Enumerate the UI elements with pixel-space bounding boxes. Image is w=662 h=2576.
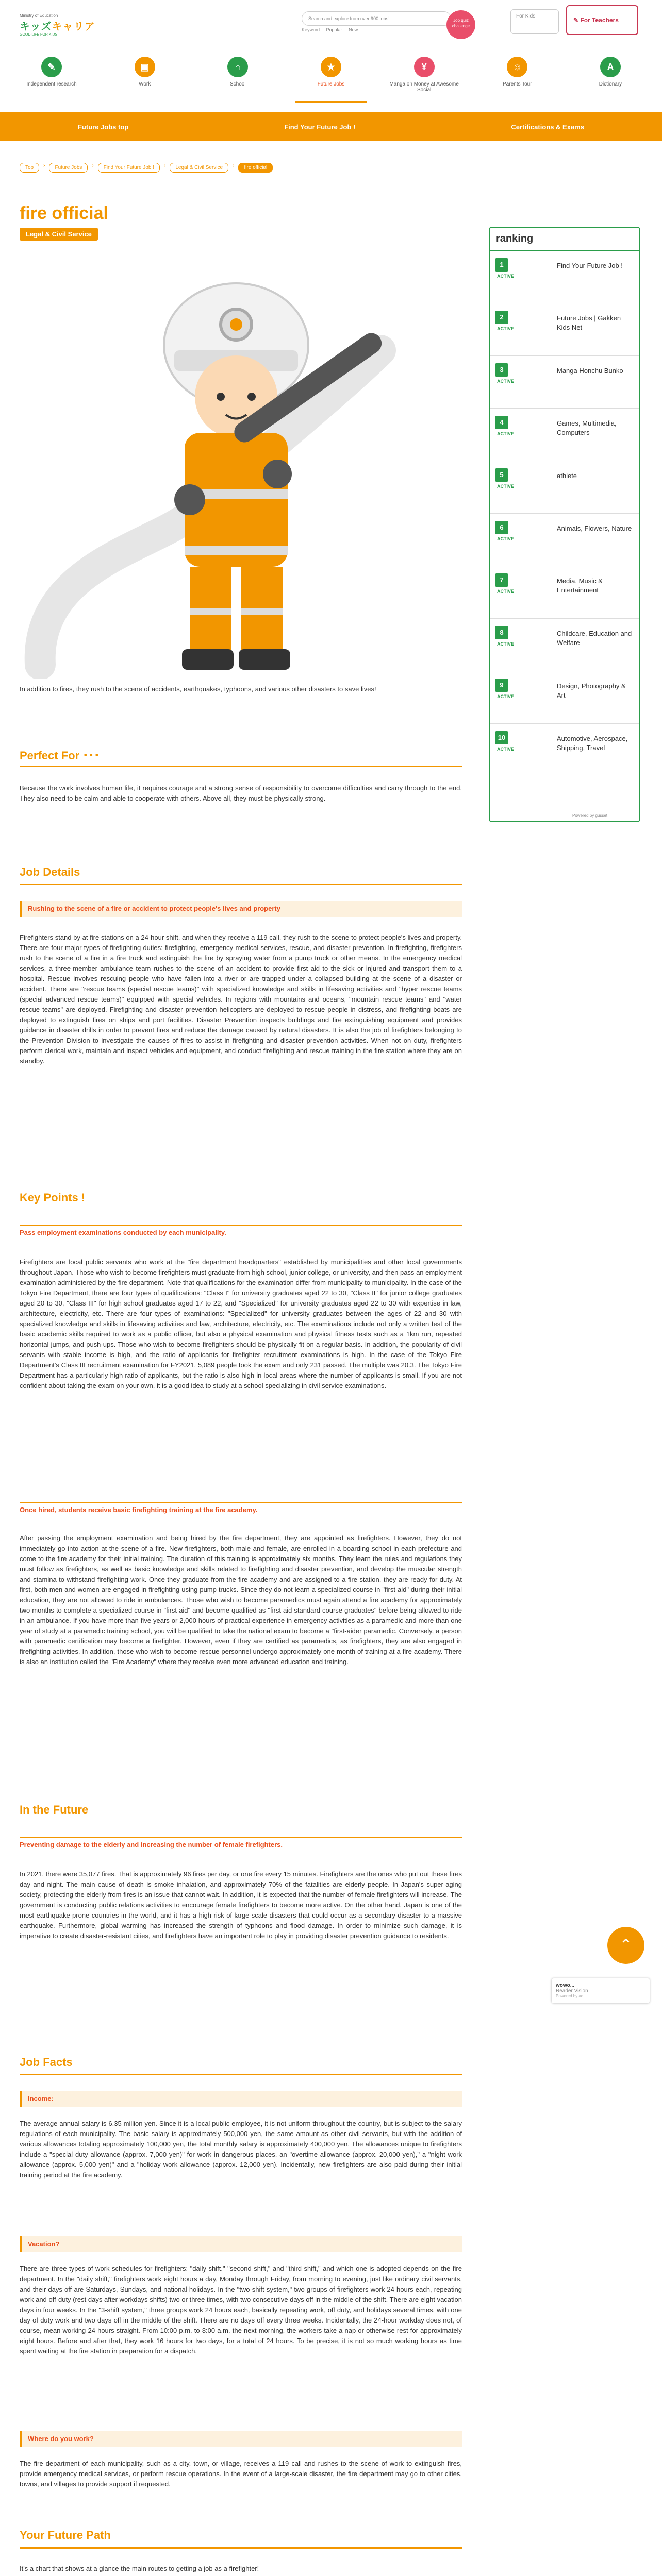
details-heading: Job Details [20, 866, 80, 878]
book-icon: ✎ [41, 57, 62, 77]
nav-item-research[interactable]: ✎ Independent research [15, 52, 88, 103]
star-icon: ★ [321, 57, 341, 77]
active-icon: ACTIVE [497, 484, 515, 489]
divider [20, 884, 462, 885]
band-link-cert[interactable]: Certifications & Exams [511, 123, 584, 131]
details-text: Firefighters stand by at fire stations on a 24-hour shift, and when they receive a 119 call, they rush to the scene to protect people's lives and property. There are four major types of firefighting duties: firefighting, emergency medical services, rescue, and disaster prevention. In firefighting, firefighters rush to the scene of a fire in a fire truck and extinguish the fire by spraying water from a pump truck or other means. In the emergency medical services, a three-member ambulance team rushes to the scene of an accident to provide first aid to the sick or injured and transport them to a hospital. Rescue involves rescuing people who have fallen into a river or are trapped under a collapsed building at the scene of a disaster or accident. There are "rescue teams (special rescue teams)" with specialized knowledge and skills in lifesaving activities and "hyper rescue teams (special advanced rescue teams)" equipped with special vehicles. In regions with mountains and oceans, "mountain rescue teams" and "water rescue teams" are deployed. Firefighting and disaster prevention helicopters are deployed to rescue people in distress, and firefighting boats are deployed to extinguish fires on ships and port facilities. Disaster Prevention inspects buildings and fire extinguishing equipment and provides guidance in disaster drills in order to prevent fires and reduce the damage caused by natural disasters. It is also the job of firefighters belonging to the Prevention Division to investigate the causes of fires to assist in firefighting and disaster prevention activities. When not on duty, firefighters perform clerical work, maintain and inspect vehicles and equipment, and conduct firefighting and rescue training in the fire station where they are on standby. [20, 934, 462, 1065]
band-link-top[interactable]: Future Jobs top [77, 123, 129, 131]
manga-icon: ¥ [414, 57, 435, 77]
ranking-item[interactable]: 1 ACTIVE Find Your Future Job ! [490, 251, 639, 303]
ranking-item[interactable]: 7 ACTIVE Media, Music & Entertainment [490, 566, 639, 619]
search-tags [302, 27, 363, 32]
points-note-1: Pass employment examinations conducted by each municipality. [20, 1225, 462, 1240]
ranking-item[interactable]: 10 ACTIVE Automotive, Aerospace, Shipping, Travel [490, 724, 639, 776]
breadcrumb-item[interactable]: Top [20, 163, 39, 173]
divider [20, 2547, 462, 2549]
quiz-badge[interactable]: Job quiz challenge [446, 10, 475, 39]
ranking-item[interactable]: 2 ACTIVE Future Jobs | Gakken Kids Net [490, 303, 639, 356]
ranking-title: ranking [490, 228, 639, 251]
active-icon: ACTIVE [497, 536, 515, 541]
firefighter-illustration [20, 258, 442, 679]
ranking-sidebar [489, 227, 640, 822]
divider [20, 766, 462, 767]
points-text-1: Firefighters are local public servants who work at the "fire department headquarters" established by municipalities and other local governments throughout Japan. Those who wish to become firefighters must graduate from high school, junior college, or university, and then pass an employment examination administered by the fire department. Note that qualifications for the examination differ from municipality to municipality. In the case of the Tokyo Fire Department, there are four types of qualifications: "Class I" for university graduates aged 22 to 30, "Class II" for junior college graduates aged 20 to 30, "Class III" for high school graduates aged 17 to 22, and "Specialized" for university graduates aged 22 to 30 with expertise in law, architecture, electricity, etc. There are four types of examinations: "Specialized" for university graduates between the ages of 22 and 30 with specialized knowledge and skills in lifesaving activities and law, architecture, electricity, etc. The examinations include not only a written test of the basic academic skills required to work as a public officer, but also a physical examination and physical fitness tests such as a 1km run, repeated horizontal jumps, and push-ups. Those who wish to become firefighters should be physically fit on a regular basis. In addition, the popularity of civil servants with stable income is high, and the ratio of applicants for firefighter recruitment examinations is high. In the case of the Tokyo Fire Department's Class III recruitment examination for FY2021, 5,089 people took the exam and only 231 passed. The multiple was 20.3. The Tokyo Fire Department has a particularly high ratio of applicants, but the ratio is also high in local areas where the number of applicants is small. If you are not confident about taking the exam on your own, it is a good idea to study at a school specializing in civil service examinations. [20, 1258, 462, 1389]
facts-heading: Job Facts [20, 2056, 73, 2069]
points-text-2: After passing the employment examination and being hired by the fire department, they are appointed as firefighters. However, they do not immediately go into action at the scene of a fire. New firefighters, both male and female, are enrolled in a boarding school in each prefecture and come to the fire academy for their initial training. The duration of this training is approximately six months. They learn the rules and regulations they must follow as firefighters, as well as basic knowledge and skills related to firefighting and disaster prevention, and develop the muscular strength and stamina to withstand firefighting work. Once they graduate from the fire academy and are assigned to a fire station, they are ready for duty. At first, both men and women are engaged in firefighting using pump trucks. Since they do not learn a specialized course in "first aid" during their initial education, they are not allowed to ride in ambulances. Those who wish to become paramedics must again attend a fire academy for approximately two months to complete a specialized course in "first aid" and become qualified as "first aid standard course graduates" before being allowed to ride in an ambulance. If you have more than five years or 2,000 hours of practical experience in emergency activities as a paramedic and more than one year of study at a paramedic training school, you will be qualified to take the national exam to become a "first-aider paramedic. Conversely, a person with paramedic certification may become a firefighter. However, even if they are certified as paramedics, as firefighters, they are also engaged in firefighting activities. In addition, those who wish to become rescue personnel undergo approximately one month of training at a fire academy. There is also an institution called the "Fire Academy" where they receive even more advanced education and training. [20, 1534, 462, 1666]
ranking-item[interactable]: 5 ACTIVE athlete [490, 461, 639, 514]
future-note: Preventing damage to the elderly and increasing the number of female firefighters. [20, 1837, 462, 1852]
income-text: The average annual salary is 6.35 million yen. Since it is a local public employee, it is not uniform throughout the country, but is subject to the salary regulations of each municipality. The basic salary is approximately 500,000 yen, the same amount as other civil servants, but with the addition of various allowances totaling approximately 100,000 yen, the total monthly salary is approximately 400,000 yen. The allowances unique to firefighters include a "special duty allowance (approx. 7,000 yen)" for work in dangerous places, an "overtime allowance (approx. 20,000 yen)," a "night work allowance (approx. 5,000 yen)" and a "holiday work allowance (approx. 12,000 yen). Incidentally, new firefighters are also paid during their initial training period at the fire academy. [20, 2120, 462, 2179]
floating-ad[interactable]: wowo... Reader Vision Powered by ad [552, 1978, 650, 2003]
nav-item-school[interactable]: ⌂ School [202, 52, 274, 103]
points-note-2: Once hired, students receive basic firefighting training at the fire academy. [20, 1502, 462, 1517]
breadcrumb-item[interactable]: Future Jobs [49, 163, 88, 173]
logo-tagline: Ministry of Education [20, 13, 58, 18]
scroll-top-button[interactable]: ⌃ [607, 1927, 644, 1964]
ranking-item[interactable]: 3 ACTIVE Manga Honchu Bunko [490, 356, 639, 409]
logo-sub: GOOD LIFE FOR KIDS [20, 33, 58, 37]
active-icon: ACTIVE [497, 694, 515, 699]
ranking-item[interactable]: 8 ACTIVE Childcare, Education and Welfare [490, 619, 639, 671]
nav-item-manga[interactable]: ¥ Manga on Money at Awesome Social [388, 52, 460, 103]
active-icon: ACTIVE [497, 641, 515, 647]
active-icon: ACTIVE [497, 747, 515, 752]
vacation-label: Vacation? [20, 2236, 462, 2252]
where-label: Where do you work? [20, 2431, 462, 2447]
page-header [20, 204, 462, 241]
dictionary-icon: A [600, 57, 621, 77]
future-text: In 2021, there were 35,077 fires. That is approximately 96 fires per day, or one fire every 15 minutes. Firefighters are the ones who put out these fires day and night. The main cause of death is smoke inhalation, and approximately 70% of the fatalities are elderly people. In Japan's super-aging society, protecting the elderly from fires is an issue that cannot wait. In addition, it is expected that the number of female firefighters will increase. The government is conducting public relations activities to encourage female firefighters to become more active. On the other hand, Japan is one of the most earthquake-prone countries in the world, and it has a high risk of large-scale disasters that could occur as a secondary disaster to a massive earthquake. Furthermore, global warming has increased the strength of typhoons and flood damage. In order to minimize such damage, it is imperative to create disaster-resistant cities, and firefighters have an important role to play in providing disaster prevention guidance to residents. [20, 1870, 462, 1940]
future-heading: In the Future [20, 1803, 89, 1816]
breadcrumb-item[interactable]: Legal & Civil Service [170, 163, 228, 173]
active-icon: ACTIVE [497, 379, 515, 384]
ranking-item[interactable]: 4 ACTIVE Games, Multimedia, Computers [490, 409, 639, 461]
kids-button[interactable]: For Kids [510, 9, 559, 34]
family-icon: ☺ [507, 57, 527, 77]
divider [20, 2074, 462, 2075]
perfect-text: Because the work involves human life, it requires courage and a strong sense of responsibility to overcome difficulties and carry through to the end. They also need to be calm and able to cooperate with others. Above all, they must be physically strong. [20, 784, 462, 802]
nav-item-work[interactable]: ▣ Work [109, 52, 181, 103]
site-logo[interactable] [20, 13, 102, 37]
income-label: Income: [20, 2091, 462, 2107]
details-note: Rushing to the scene of a fire or accident to protect people's lives and property [20, 901, 462, 917]
category-badge[interactable]: Legal & Civil Service [20, 228, 98, 241]
search-tag[interactable]: Popular [326, 27, 342, 32]
band-link-find[interactable]: Find Your Future Job ! [284, 123, 356, 131]
ranking-item[interactable]: 6 ACTIVE Animals, Flowers, Nature [490, 514, 639, 566]
where-text: The fire department of each municipality, such as a city, town, or village, receives a 119 call and rushes to the scene of work to extinguish fires, provide emergency medical services, or perform rescue operations. In the event of a large-scale disaster, the fire department may go to other cities, towns, and villages to provide support if requested. [20, 2460, 462, 2488]
future-jobs-menu [0, 112, 662, 141]
page-title: fire official [20, 204, 108, 223]
school-icon: ⌂ [227, 57, 248, 77]
path-heading: Your Future Path [20, 2529, 111, 2541]
breadcrumb-item[interactable]: Find Your Future Job ! [98, 163, 160, 173]
search-tag[interactable]: Keyword [302, 27, 320, 32]
search-tag[interactable]: New [349, 27, 358, 32]
hero-caption: In addition to fires, they rush to the scene of accidents, earthquakes, typhoons, and various other disasters to save lives! [20, 685, 376, 693]
nav-item-parents[interactable]: ☺ Parents Tour [481, 52, 553, 103]
perfect-heading: Perfect For ･･･ [20, 749, 100, 762]
search-input[interactable]: Search and explore from over 900 jobs! [302, 11, 451, 26]
teachers-button[interactable]: ✎ For Teachers [566, 5, 638, 35]
main-nav [0, 52, 662, 103]
active-icon: ACTIVE [497, 589, 515, 594]
logo-wordmark: キッズキャリア [20, 21, 95, 32]
nav-item-dictionary[interactable]: A Dictionary [574, 52, 647, 103]
breadcrumb: Top › Future Jobs › Find Your Future Job ! › Legal & Civil Service › fire official [20, 163, 273, 173]
briefcase-icon: ▣ [135, 57, 155, 77]
breadcrumb-current: fire official [238, 163, 273, 173]
active-icon: ACTIVE [497, 274, 515, 279]
path-text: It's a chart that shows at a glance the main routes to getting a job as a firefighter! [20, 2565, 259, 2572]
active-icon: ACTIVE [497, 431, 515, 436]
ranking-item[interactable]: 9 ACTIVE Design, Photography & Art [490, 671, 639, 724]
points-heading: Key Points ! [20, 1191, 86, 1204]
nav-item-future-jobs[interactable]: ★ Future Jobs [295, 52, 367, 103]
vacation-text: There are three types of work schedules for firefighters: "daily shift," "second shift," and "third shift," and which one is adopted depends on the fire department. In the "daily shift," firefighters work eight hours a day, Monday through Friday, from morning to evening, just like ordinary civil servants, and their days off are Saturdays, Sundays, and national holidays. In the "two-shift system," two groups of firefighters work 24 hours each, repeating work and off-duty (rest days after workdays shifts) two or three times, with two consecutive days off in the middle of the shift. There are eight vacation days in four weeks. In the "3-shift system," three groups work 24 hours each, basically repeating work, off duty, and holidays several times, with one day of duty work and two days off in the middle of the shift. There are no days off every three weeks. Incidentally, the 24-hour workday does not, of course, mean working 24 hours straight. From 10:00 p.m. to 8:00 a.m. the next morning, the workers take a nap or otherwise rest for approximately eight hours. Before and after that, they work 16 hours for two days, for a total of 24 hours. To be precise, it is not so much working hours as time spent waiting at the fire station in preparation for a dispatch. [20, 2265, 462, 2355]
ranking-powered-by: Powered by gusset [572, 813, 608, 818]
site-header [0, 0, 662, 45]
active-icon: ACTIVE [497, 326, 515, 331]
